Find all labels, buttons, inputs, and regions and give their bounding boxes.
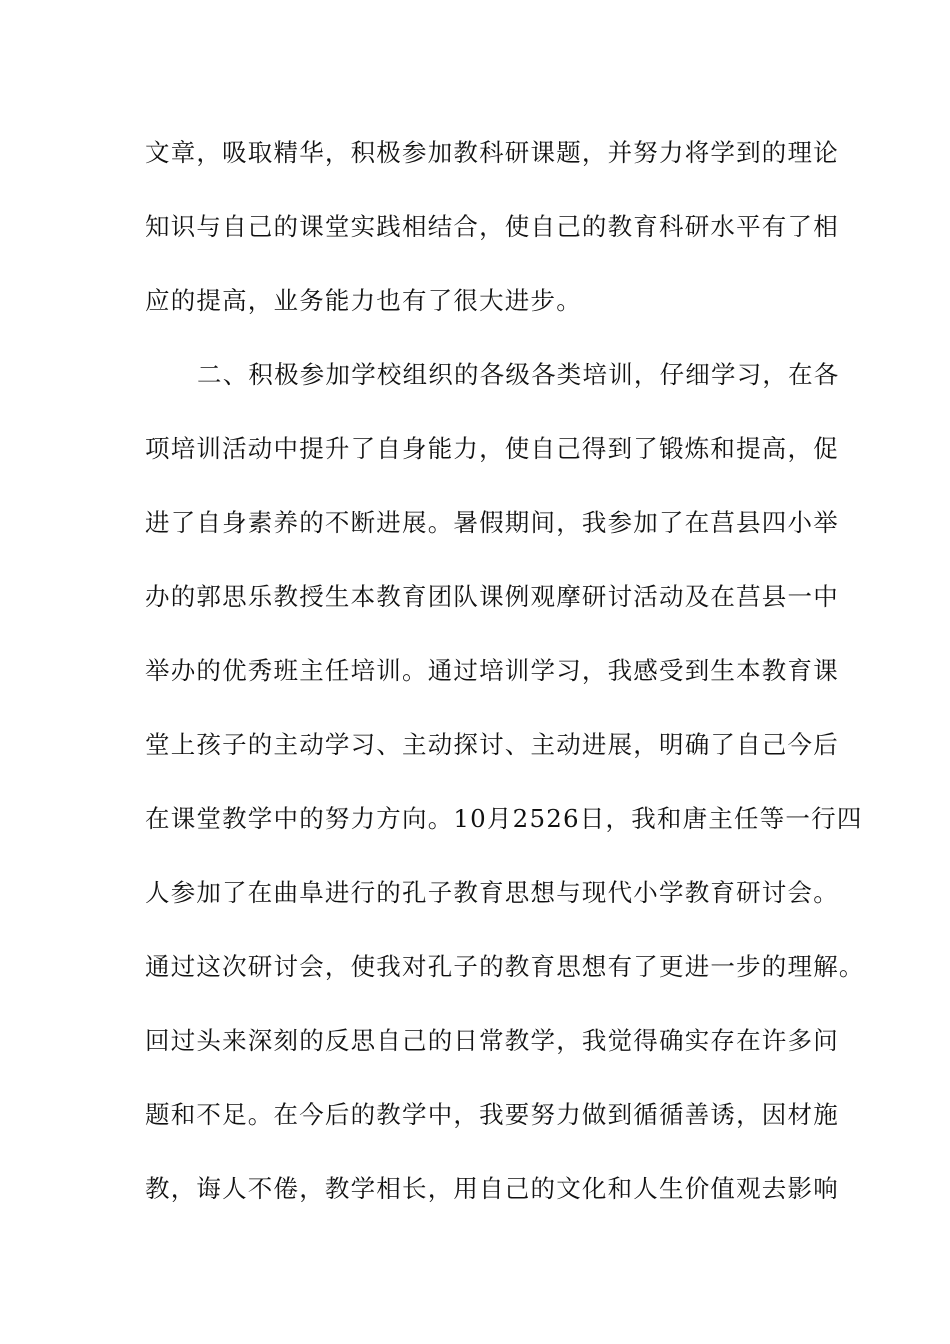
- text-line: 举办的优秀班主任培训。通过培训学习，我感受到生本教育课: [145, 656, 839, 685]
- text-line: 题和不足。在今后的教学中，我要努力做到循循善诱，因材施: [145, 1100, 839, 1129]
- text-line: 知识与自己的课堂实践相结合，使自己的教育科研水平有了相: [145, 212, 839, 241]
- paragraph-first-line: 二、积极参加学校组织的各级各类培训，仔细学习，在各: [197, 360, 840, 389]
- text-line: 项培训活动中提升了自身能力，使自己得到了锻炼和提高，促: [145, 434, 839, 463]
- text-line: 教，诲人不倦，教学相长，用自己的文化和人生价值观去影响: [145, 1174, 839, 1203]
- text-line: 在课堂教学中的努力方向。10月2526日，我和唐主任等一行四: [145, 804, 863, 833]
- text-line: 堂上孩子的主动学习、主动探讨、主动进展，明确了自己今后: [145, 730, 839, 759]
- text-line: 通过这次研讨会，使我对孔子的教育思想有了更进一步的理解。: [145, 952, 865, 981]
- text-line: 办的郭思乐教授生本教育团队课例观摩研讨活动及在莒县一中: [145, 582, 839, 611]
- body-text: [145, 130, 865, 1240]
- text-line: 应的提高，业务能力也有了很大进步。: [145, 286, 582, 315]
- text-line: 进了自身素养的不断进展。暑假期间，我参加了在莒县四小举: [145, 508, 839, 537]
- text-line: 人参加了在曲阜进行的孔子教育思想与现代小学教育研讨会。: [145, 878, 839, 907]
- text-line: 文章，吸取精华，积极参加教科研课题，并努力将学到的理论: [145, 138, 839, 167]
- text-line: 回过头来深刻的反思自己的日常教学，我觉得确实存在许多问: [145, 1026, 839, 1055]
